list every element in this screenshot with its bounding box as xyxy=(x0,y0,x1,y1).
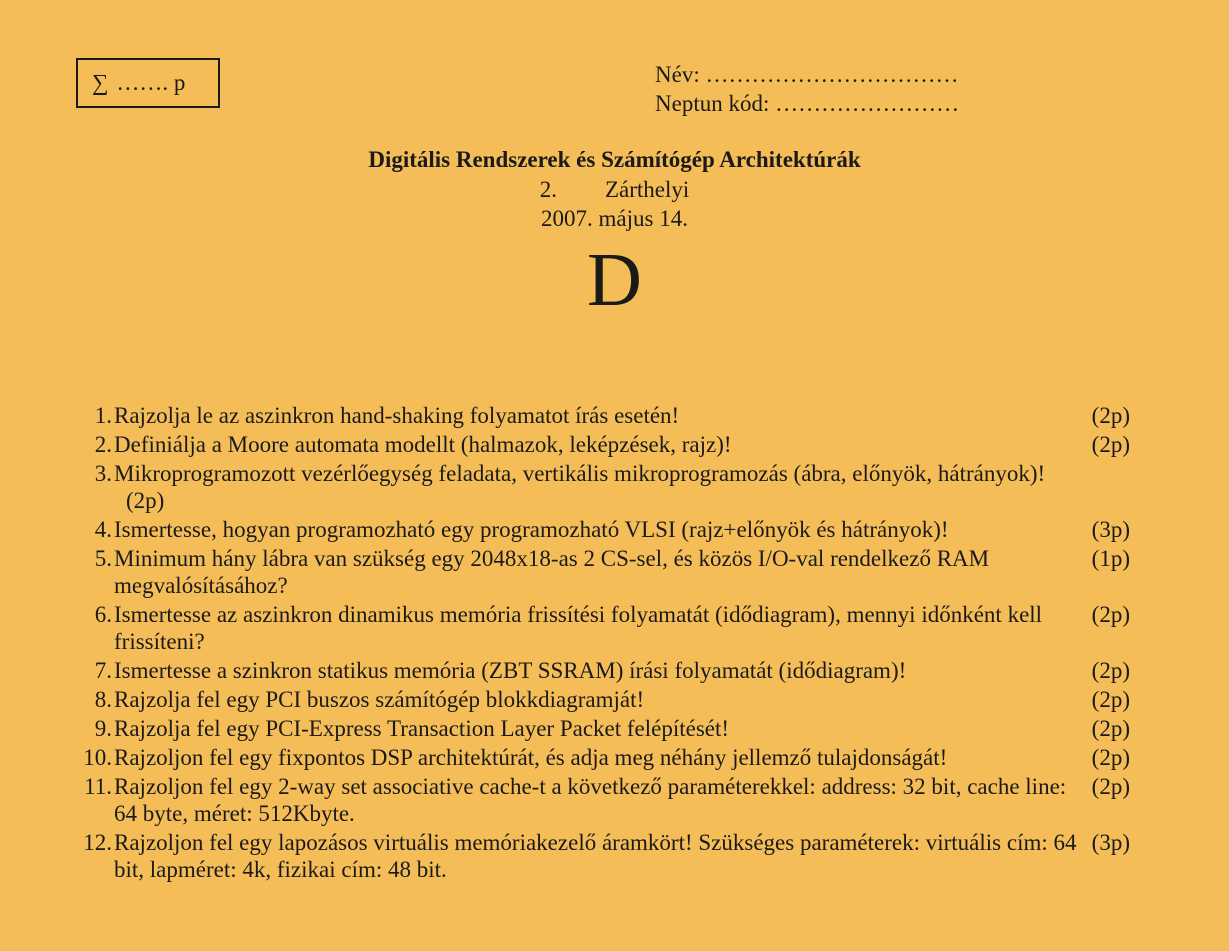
question-points: (1p) xyxy=(1091,546,1130,571)
question-number: 4. xyxy=(94,517,112,542)
neptun-code-field: Neptun kód: …………………… xyxy=(655,91,960,116)
score-blank: ……. p xyxy=(116,70,186,95)
question-text-block xyxy=(114,686,1130,713)
identity-fields xyxy=(655,60,959,118)
question-points: (2p) xyxy=(1091,687,1130,712)
question-points: (2p) xyxy=(1091,403,1130,428)
question-number: 8. xyxy=(94,687,112,712)
exam-header xyxy=(0,145,1229,233)
question-item xyxy=(70,744,1130,771)
question-points: (2p) xyxy=(1091,716,1130,741)
exam-type: Zárthelyi xyxy=(604,177,690,202)
question-text-block xyxy=(114,829,1130,883)
question-text: Rajzoljon fel egy fixpontos DSP architektúrát, és adja meg néhány jellemző tulajdonságát! xyxy=(114,745,948,770)
question-text: Ismertesse, hogyan programozható egy programozható VLSI (rajz+előnyök és hátrányok)! xyxy=(114,517,949,542)
question-points: (3p) xyxy=(1091,517,1130,542)
question-points: (2p) xyxy=(1091,745,1130,770)
question-number: 2. xyxy=(94,432,112,457)
question-item xyxy=(70,686,1130,713)
question-text: Rajzoljon fel egy lapozásos virtuális memóriakezelő áramkört! Szükséges paraméterek: virtuális cím: 64 bit, lapméret: 4k, fizikai cím: 48 bit. xyxy=(114,830,1077,882)
question-number: 3. xyxy=(94,461,112,486)
question-list xyxy=(70,402,1130,885)
question-text: Minimum hány lábra van szükség egy 2048x18-as 2 CS-sel, és közös I/O-val rendelkező RAM megvalósításához? xyxy=(114,546,990,598)
question-number: 11. xyxy=(84,774,112,799)
question-item xyxy=(70,657,1130,684)
question-text: Ismertesse a szinkron statikus memória (ZBT SSRAM) írási folyamatát (idődiagram)! xyxy=(114,658,907,683)
question-text-block xyxy=(114,516,1130,543)
question-text-block xyxy=(114,460,1130,514)
question-text: Rajzolja fel egy PCI-Express Transaction Layer Packet felépítését! xyxy=(114,716,730,741)
question-text-block xyxy=(114,657,1130,684)
question-text: Rajzolja le az aszinkron hand-shaking folyamatot írás esetén! xyxy=(114,403,680,428)
course-title: Digitális Rendszerek és Számítógép Architektúrák xyxy=(368,147,861,172)
question-item xyxy=(70,402,1130,429)
question-points: (2p) xyxy=(1091,602,1130,627)
question-number: 5. xyxy=(94,546,112,571)
question-item xyxy=(70,431,1130,458)
name-field: Név: …………………………… xyxy=(655,62,959,87)
question-number: 6. xyxy=(94,602,112,627)
question-number: 1. xyxy=(94,403,112,428)
score-box xyxy=(76,58,220,108)
question-item xyxy=(70,773,1130,827)
question-text: Rajzolja fel egy PCI buszos számítógép blokkdiagramját! xyxy=(114,687,645,712)
question-item xyxy=(70,829,1130,883)
question-text: Rajzoljon fel egy 2-way set associative cache-t a következő paraméterekkel: address: 32 bit, cache line: 64 byte, méret: 512Kbyte. xyxy=(114,774,1067,826)
exam-number: 2. xyxy=(539,177,557,202)
question-number: 7. xyxy=(94,658,112,683)
question-text-block xyxy=(114,601,1130,655)
question-number: 9. xyxy=(94,716,112,741)
question-number: 10. xyxy=(83,745,112,770)
question-points: (3p) xyxy=(1091,830,1130,855)
question-item xyxy=(70,516,1130,543)
sigma-symbol: ∑ xyxy=(92,70,109,95)
question-text-block xyxy=(114,773,1130,827)
question-text: Ismertesse az aszinkron dinamikus memória frissítési folyamatát (idődiagram), mennyi időnként kell frissíteni? xyxy=(114,602,1043,654)
question-number: 12. xyxy=(83,830,112,855)
exam-date: 2007. május 14. xyxy=(541,206,688,231)
question-text-block xyxy=(114,715,1130,742)
question-item xyxy=(70,715,1130,742)
exam-line xyxy=(0,175,1229,204)
question-item xyxy=(70,545,1130,599)
question-item xyxy=(70,460,1130,514)
question-item xyxy=(70,601,1130,655)
question-text-block xyxy=(114,431,1130,458)
question-text-block xyxy=(114,744,1130,771)
question-points: (2p) xyxy=(1091,432,1130,457)
exam-variant-letter: D xyxy=(587,238,642,322)
question-text: Definiálja a Moore automata modellt (halmazok, leképzések, rajz)! xyxy=(114,432,732,457)
question-points: (2p) xyxy=(1091,658,1130,683)
question-text-block xyxy=(114,402,1130,429)
question-text-block xyxy=(114,545,1130,599)
question-text: Mikroprogramozott vezérlőegység feladata, vertikális mikroprogramozás (ábra, előnyök, hátrányok)! xyxy=(114,461,1046,486)
question-points: (2p) xyxy=(1091,774,1130,799)
question-points: (2p) xyxy=(126,488,165,513)
